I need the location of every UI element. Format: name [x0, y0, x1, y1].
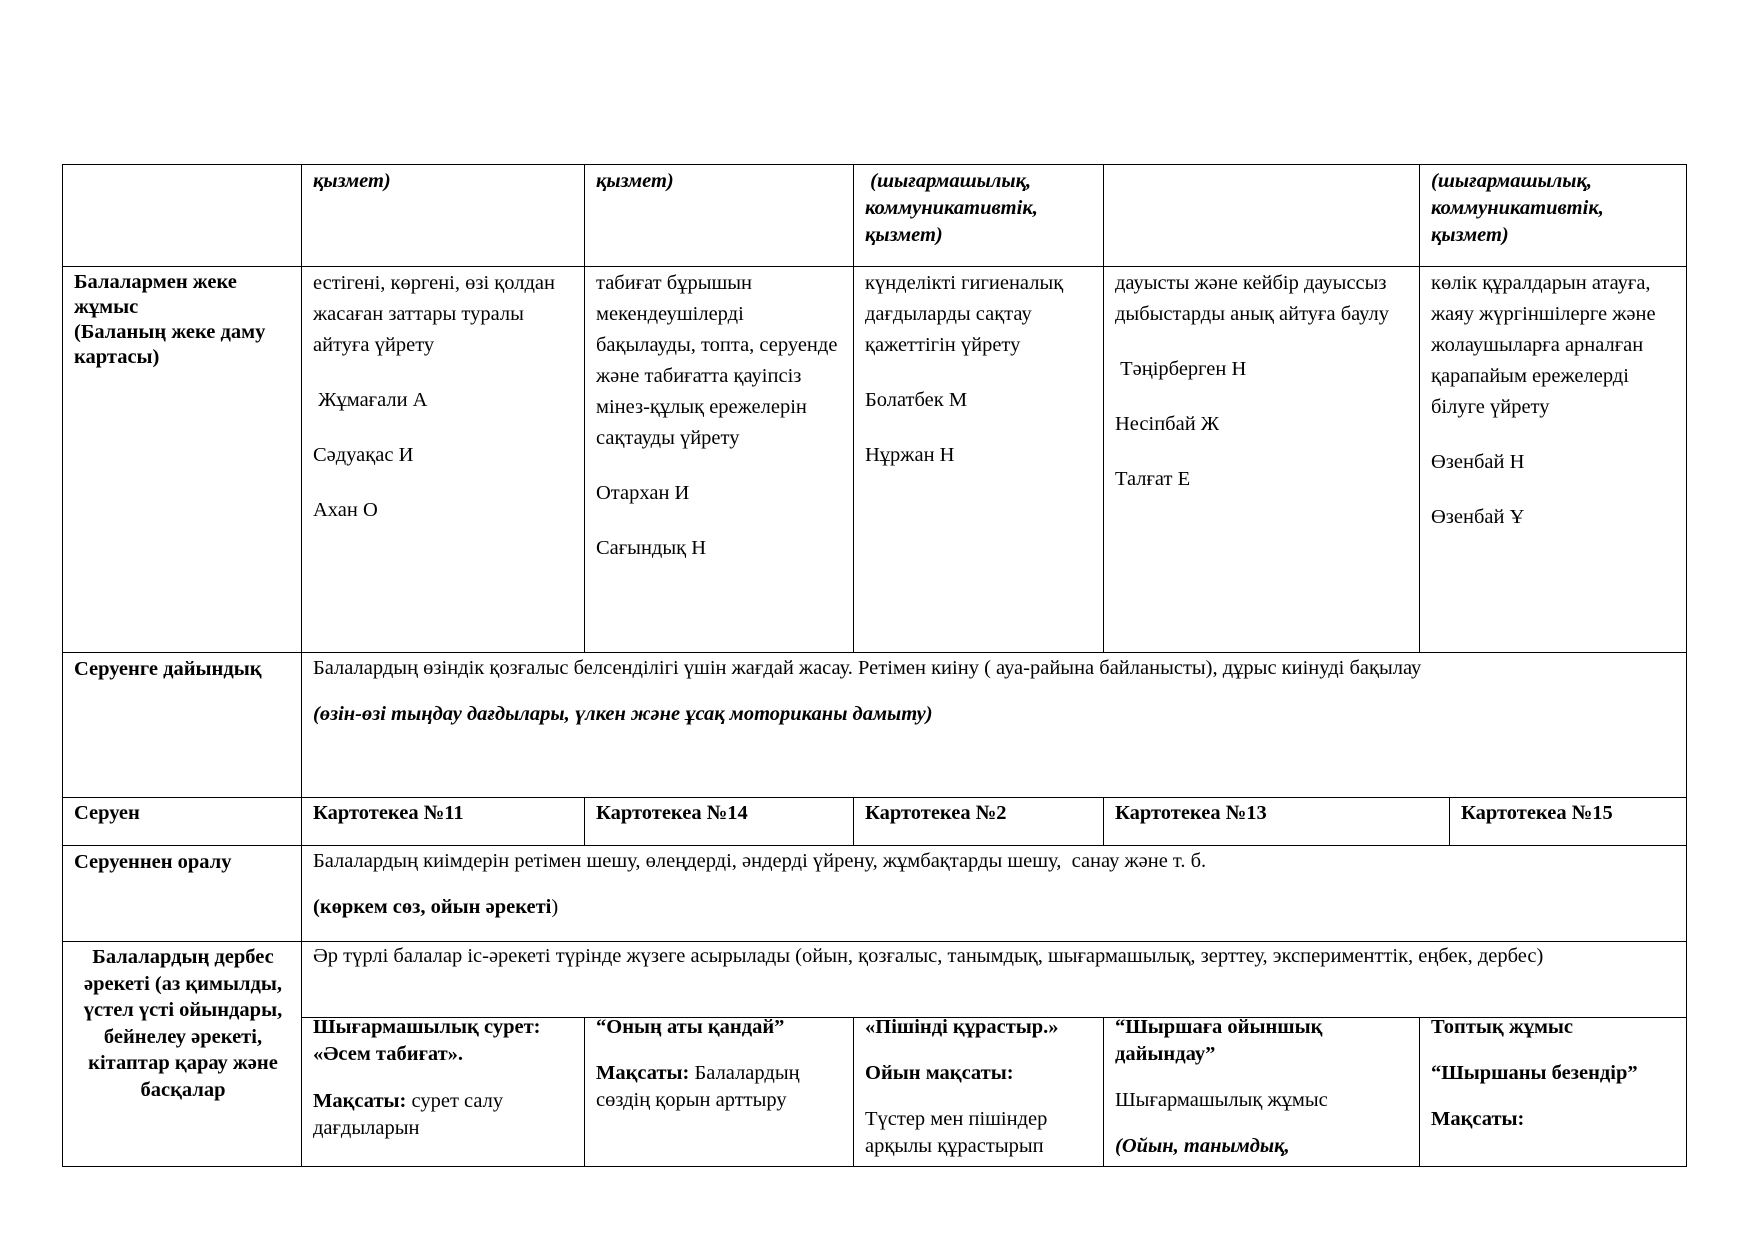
- column-divider: [853, 164, 854, 652]
- task-text: табиғат бұрышын мекендеушілерді бақылауды, топта, серуенде және табиғатта қауіпсіз мінез-құлық ережелерін сақтауды үйрету: [596, 272, 838, 449]
- activity-title: “Оның аты қандай”: [596, 1016, 785, 1038]
- walk-card-3: [865, 800, 1097, 827]
- activity-type: қызмет): [313, 170, 391, 192]
- activity-3: [865, 1014, 1097, 1160]
- return-note-end: ): [551, 896, 559, 918]
- goal-text: Түстер мен пішіндер арқылы құрастырып: [865, 1108, 1048, 1157]
- activity-type: (шығармашылық, коммуникативтік, қызмет): [865, 170, 1043, 246]
- goal-label: Мақсаты:: [596, 1062, 690, 1084]
- row-divider: [62, 941, 1687, 942]
- row-divider: [62, 797, 1687, 798]
- column-divider: [1103, 1017, 1104, 1167]
- child-name: Нұржан Н: [865, 444, 955, 466]
- walk-card-2: [596, 800, 846, 827]
- row3-content: [313, 655, 1678, 728]
- goal-text: сурет салу дағдыларын: [313, 1090, 509, 1139]
- activity-note: (Ойын, танымдық,: [1115, 1135, 1290, 1157]
- row-label: Серуен: [74, 802, 140, 824]
- row1-col5: [1431, 168, 1681, 249]
- column-divider: [584, 1017, 585, 1167]
- child-name: Талғат Е: [1115, 468, 1191, 490]
- row-divider: [62, 845, 1687, 846]
- activity-title: Шығармашылық сурет: «Әсем табиғат».: [313, 1016, 541, 1065]
- walk-prep-text: Балалардың өзіндік қозғалыс белсенділігі үшін жағдай жасау. Ретімен киіну ( ауа-райына байланысты), дұрыс киінуді бақылау: [313, 657, 1422, 679]
- child-name: Отархан И: [596, 482, 690, 504]
- column-divider: [584, 164, 585, 652]
- walk-card-4: [1115, 800, 1445, 827]
- row2-col4: [1115, 268, 1413, 495]
- card-index-label: Картотекеа №15: [1461, 802, 1613, 824]
- goal-text: Балалардың сөздің қорын арттыру: [596, 1062, 805, 1111]
- child-name: Ахан О: [313, 499, 378, 521]
- table-border-top: [62, 164, 1687, 165]
- column-divider: [1419, 164, 1420, 652]
- child-name: Өзенбай Н: [1431, 451, 1525, 473]
- table-border-left: [62, 164, 63, 1167]
- column-divider: [1103, 164, 1104, 652]
- activity-1: [313, 1014, 575, 1142]
- row1-col1: [313, 168, 575, 195]
- row2-label: [74, 270, 296, 370]
- column-divider: [584, 797, 585, 845]
- column-divider: [1103, 797, 1104, 845]
- row5-content: [313, 848, 1678, 921]
- row-label: Балалармен жеке жұмыс (Баланың жеке даму картасы): [74, 271, 266, 368]
- activity-goal: [596, 1060, 846, 1114]
- row-label: Серуеннен оралу: [74, 851, 232, 873]
- child-name: Болатбек М: [865, 389, 968, 411]
- child-name: Несіпбай Ж: [1115, 413, 1220, 435]
- row-label: Серуенге дайындық: [74, 658, 262, 680]
- column-divider: [1419, 1017, 1420, 1167]
- column-divider: [853, 797, 854, 845]
- task-text: көлік құралдарын атауға, жаяу жүргіншілерге және жолаушыларға арналған қарапайым ережелерді білуге үйрету: [1431, 272, 1656, 418]
- card-index-label: Картотекеа №13: [1115, 802, 1267, 824]
- row6-content: [313, 943, 1678, 970]
- row6-label: [70, 944, 296, 1103]
- row2-col2: [596, 268, 846, 564]
- task-text: күнделікті гигиеналық дағдыларды сақтау қажеттігін үйрету: [865, 272, 1064, 356]
- column-divider: [301, 164, 302, 1167]
- card-index-label: Картотекеа №11: [313, 802, 464, 824]
- activity-subtitle: Шығармашылық жұмыс: [1115, 1089, 1328, 1111]
- row3-label: [74, 656, 296, 683]
- child-name: Өзенбай Ұ: [1431, 506, 1525, 528]
- activity-title: Топтық жұмыс: [1431, 1016, 1574, 1038]
- row5-label: [74, 849, 296, 876]
- activity-type: қызмет): [596, 170, 674, 192]
- task-text: дауысты және кейбір дауыссыз дыбыстарды анық айтуға баулу: [1115, 272, 1390, 325]
- walk-card-5: [1461, 800, 1683, 827]
- walk-card-1: [313, 800, 575, 827]
- column-divider: [853, 1017, 854, 1167]
- goal-label: Мақсаты:: [313, 1090, 407, 1112]
- table-border-right: [1686, 164, 1687, 1167]
- row1-col2: [596, 168, 846, 195]
- row2-col3: [865, 268, 1097, 471]
- row2-col1: [313, 268, 575, 526]
- task-text: естігені, көргені, өзі қолдан жасаған заттары туралы айтуға үйрету: [313, 272, 555, 356]
- card-index-label: Картотекеа №2: [865, 802, 1007, 824]
- activity-subtitle: “Шыршаны безендір”: [1431, 1062, 1638, 1084]
- row-divider: [62, 266, 1687, 267]
- goal-label: Мақсаты:: [1431, 1108, 1525, 1130]
- row1-col3: [865, 168, 1095, 249]
- row-divider: [62, 652, 1687, 653]
- return-note-bold: (көркем сөз, ойын әрекеті: [313, 896, 552, 918]
- goal-label: Ойын мақсаты:: [865, 1062, 1014, 1084]
- activity-type: (шығармашылық, коммуникативтік, қызмет): [1431, 170, 1604, 246]
- card-index-label: Картотекеа №14: [596, 802, 748, 824]
- child-name: Сағындық Н: [596, 537, 707, 559]
- return-note: [313, 894, 1678, 921]
- table-border-bottom: [62, 1166, 1687, 1167]
- row-label: Балалардың дербес әрекеті (аз қимылды, үстел үсті ойындары, бейнелеу әрекеті, кітаптар қарау және басқалар: [83, 946, 283, 1101]
- child-name: Сәдуақас И: [313, 444, 414, 466]
- row4-label: [74, 800, 296, 827]
- skills-note: (өзін-өзі тыңдау дағдылары, үлкен және ұсақ моториканы дамыту): [313, 703, 933, 725]
- row2-col5: [1431, 268, 1681, 533]
- column-divider: [1449, 797, 1450, 845]
- activity-4: [1115, 1014, 1413, 1160]
- independent-activity-text: Әр түрлі балалар іс-әрекеті түрінде жүзеге асырылады (ойын, қозғалыс, танымдық, шығармашылық, зерттеу, эксперименттік, еңбек, дербес): [313, 945, 1544, 967]
- child-name: Жұмағали А: [313, 389, 428, 411]
- child-name: Тәңірберген Н: [1115, 358, 1247, 380]
- activity-2: [596, 1014, 846, 1114]
- return-text: Балалардың киімдерін ретімен шешу, өлеңдерді, әндерді үйрену, жұмбақтарды шешу, санау және т. б.: [313, 850, 1207, 872]
- activity-goal: [313, 1088, 575, 1142]
- activity-5: [1431, 1014, 1681, 1133]
- activity-title: “Шыршаға ойыншық дайындау”: [1115, 1016, 1323, 1065]
- activity-title: «Пішінді құрастыр.»: [865, 1016, 1059, 1038]
